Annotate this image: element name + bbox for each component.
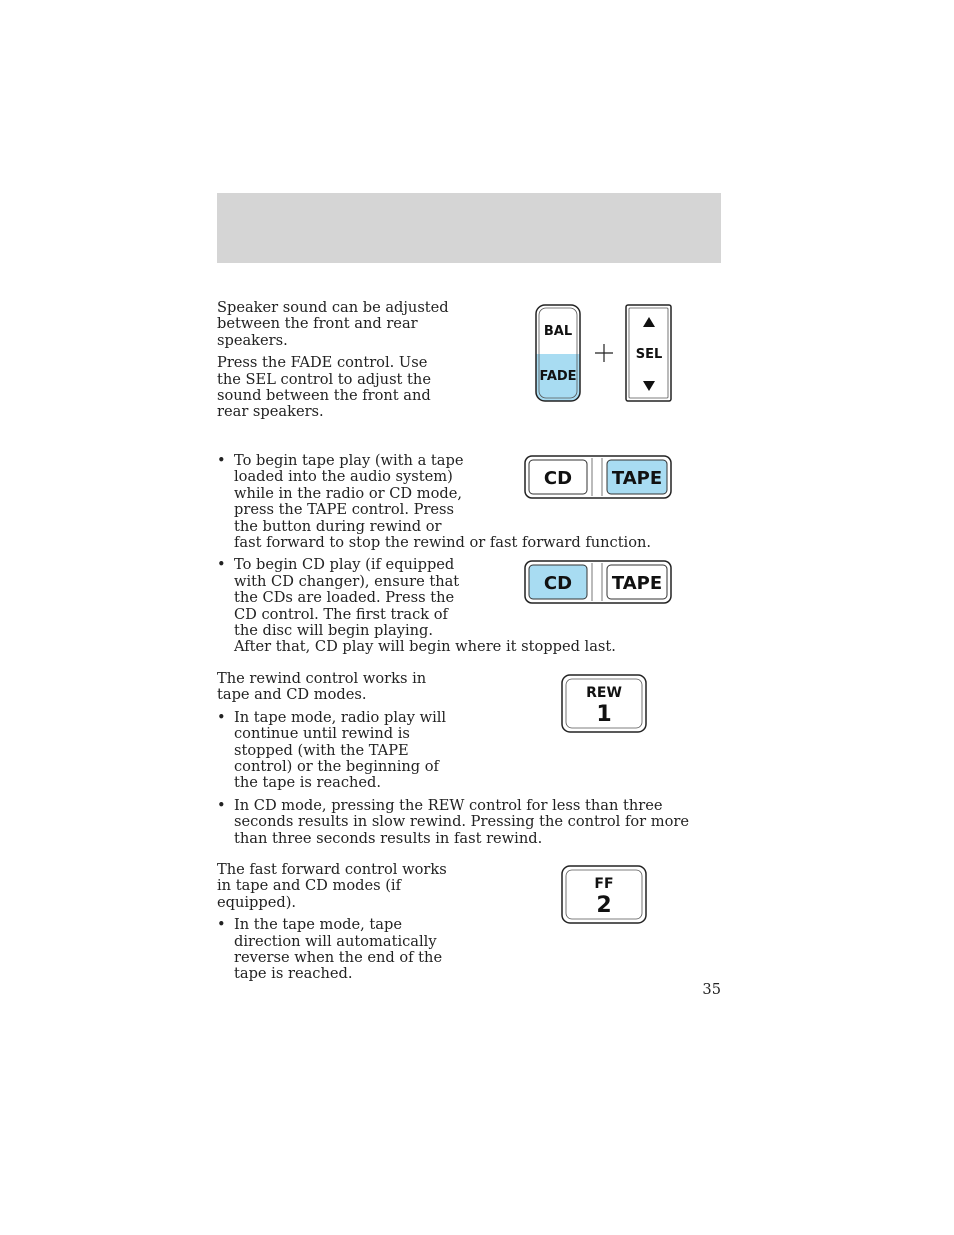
rew-label: REW bbox=[586, 685, 622, 701]
ff-tape-text: In the tape mode, tape direction will automatically reverse when the end of the tape is reached. bbox=[234, 916, 443, 983]
bullet-dot: • bbox=[217, 796, 226, 814]
ff-number: 2 bbox=[596, 893, 612, 918]
rewind-intro-paragraph: The rewind control works in tape and CD modes. bbox=[217, 670, 427, 704]
plus-icon bbox=[595, 344, 613, 362]
rew-button-figure bbox=[559, 672, 651, 736]
ff-button[interactable] bbox=[562, 866, 646, 923]
sel-label: SEL bbox=[635, 347, 663, 362]
bal-fade-sel-control-figure bbox=[530, 300, 676, 406]
fade-instruction-paragraph: Press the FADE control. Use the SEL control to adjust the sound between the front and rear speakers. bbox=[217, 354, 431, 421]
bullet-dot: • bbox=[217, 452, 226, 469]
bal-label: BAL bbox=[543, 324, 573, 339]
rew-button[interactable] bbox=[562, 675, 646, 732]
rewind-cd-text: In CD mode, pressing the REW control for less than three seconds results in slow rewind. Pressing the control for more than three seconds results in fast rewind. bbox=[234, 796, 690, 847]
bullet-dot: • bbox=[217, 916, 226, 934]
tape-label: TAPE bbox=[611, 573, 663, 594]
cd-tape-figure-tape-active bbox=[522, 453, 674, 501]
bullet-dot: • bbox=[217, 708, 226, 726]
tape-play-text: To begin tape play (with a tape loaded into the audio system) while in the radio or CD mode, press the TAPE control. Press the button during rewind or fast forward to stop the rewind or fast forward function. bbox=[234, 453, 721, 551]
cd-label: CD bbox=[543, 573, 573, 594]
cd-label: CD bbox=[543, 468, 573, 489]
ff-button-figure bbox=[559, 863, 651, 927]
tape-label: TAPE bbox=[611, 468, 663, 489]
tape-button[interactable] bbox=[607, 460, 667, 494]
fade-label: FADE bbox=[539, 369, 577, 384]
ff-label: FF bbox=[594, 876, 614, 892]
sel-button[interactable] bbox=[626, 305, 671, 401]
tape-button[interactable] bbox=[607, 565, 667, 599]
ff-intro-paragraph: The fast forward control works in tape and CD modes (if equipped). bbox=[217, 861, 447, 911]
cd-button[interactable] bbox=[529, 565, 587, 599]
speaker-fade-section bbox=[217, 300, 453, 421]
rewind-cd-bullet bbox=[217, 798, 721, 847]
page-number: 35 bbox=[702, 981, 721, 998]
ff-tape-bullet bbox=[217, 917, 721, 983]
cd-tape-figure-cd-active bbox=[522, 558, 674, 606]
speaker-intro-paragraph: Speaker sound can be adjusted between the front and rear speakers. bbox=[217, 299, 449, 349]
bullet-dot: • bbox=[217, 556, 226, 574]
cd-button[interactable] bbox=[529, 460, 587, 494]
section-header-band bbox=[217, 193, 721, 263]
bal-fade-button[interactable] bbox=[536, 305, 580, 401]
rewind-tape-text: In tape mode, radio play will continue until rewind is stopped (with the TAPE control) or the beginning of the tape is reached. bbox=[234, 708, 447, 792]
cd-play-text: To begin CD play (if equipped with CD changer), ensure that the CDs are loaded. Press the CD control. The first track of the disc will begin playing. After that, CD play will begin where it stopped last. bbox=[234, 557, 721, 655]
rew-number: 1 bbox=[596, 702, 612, 727]
